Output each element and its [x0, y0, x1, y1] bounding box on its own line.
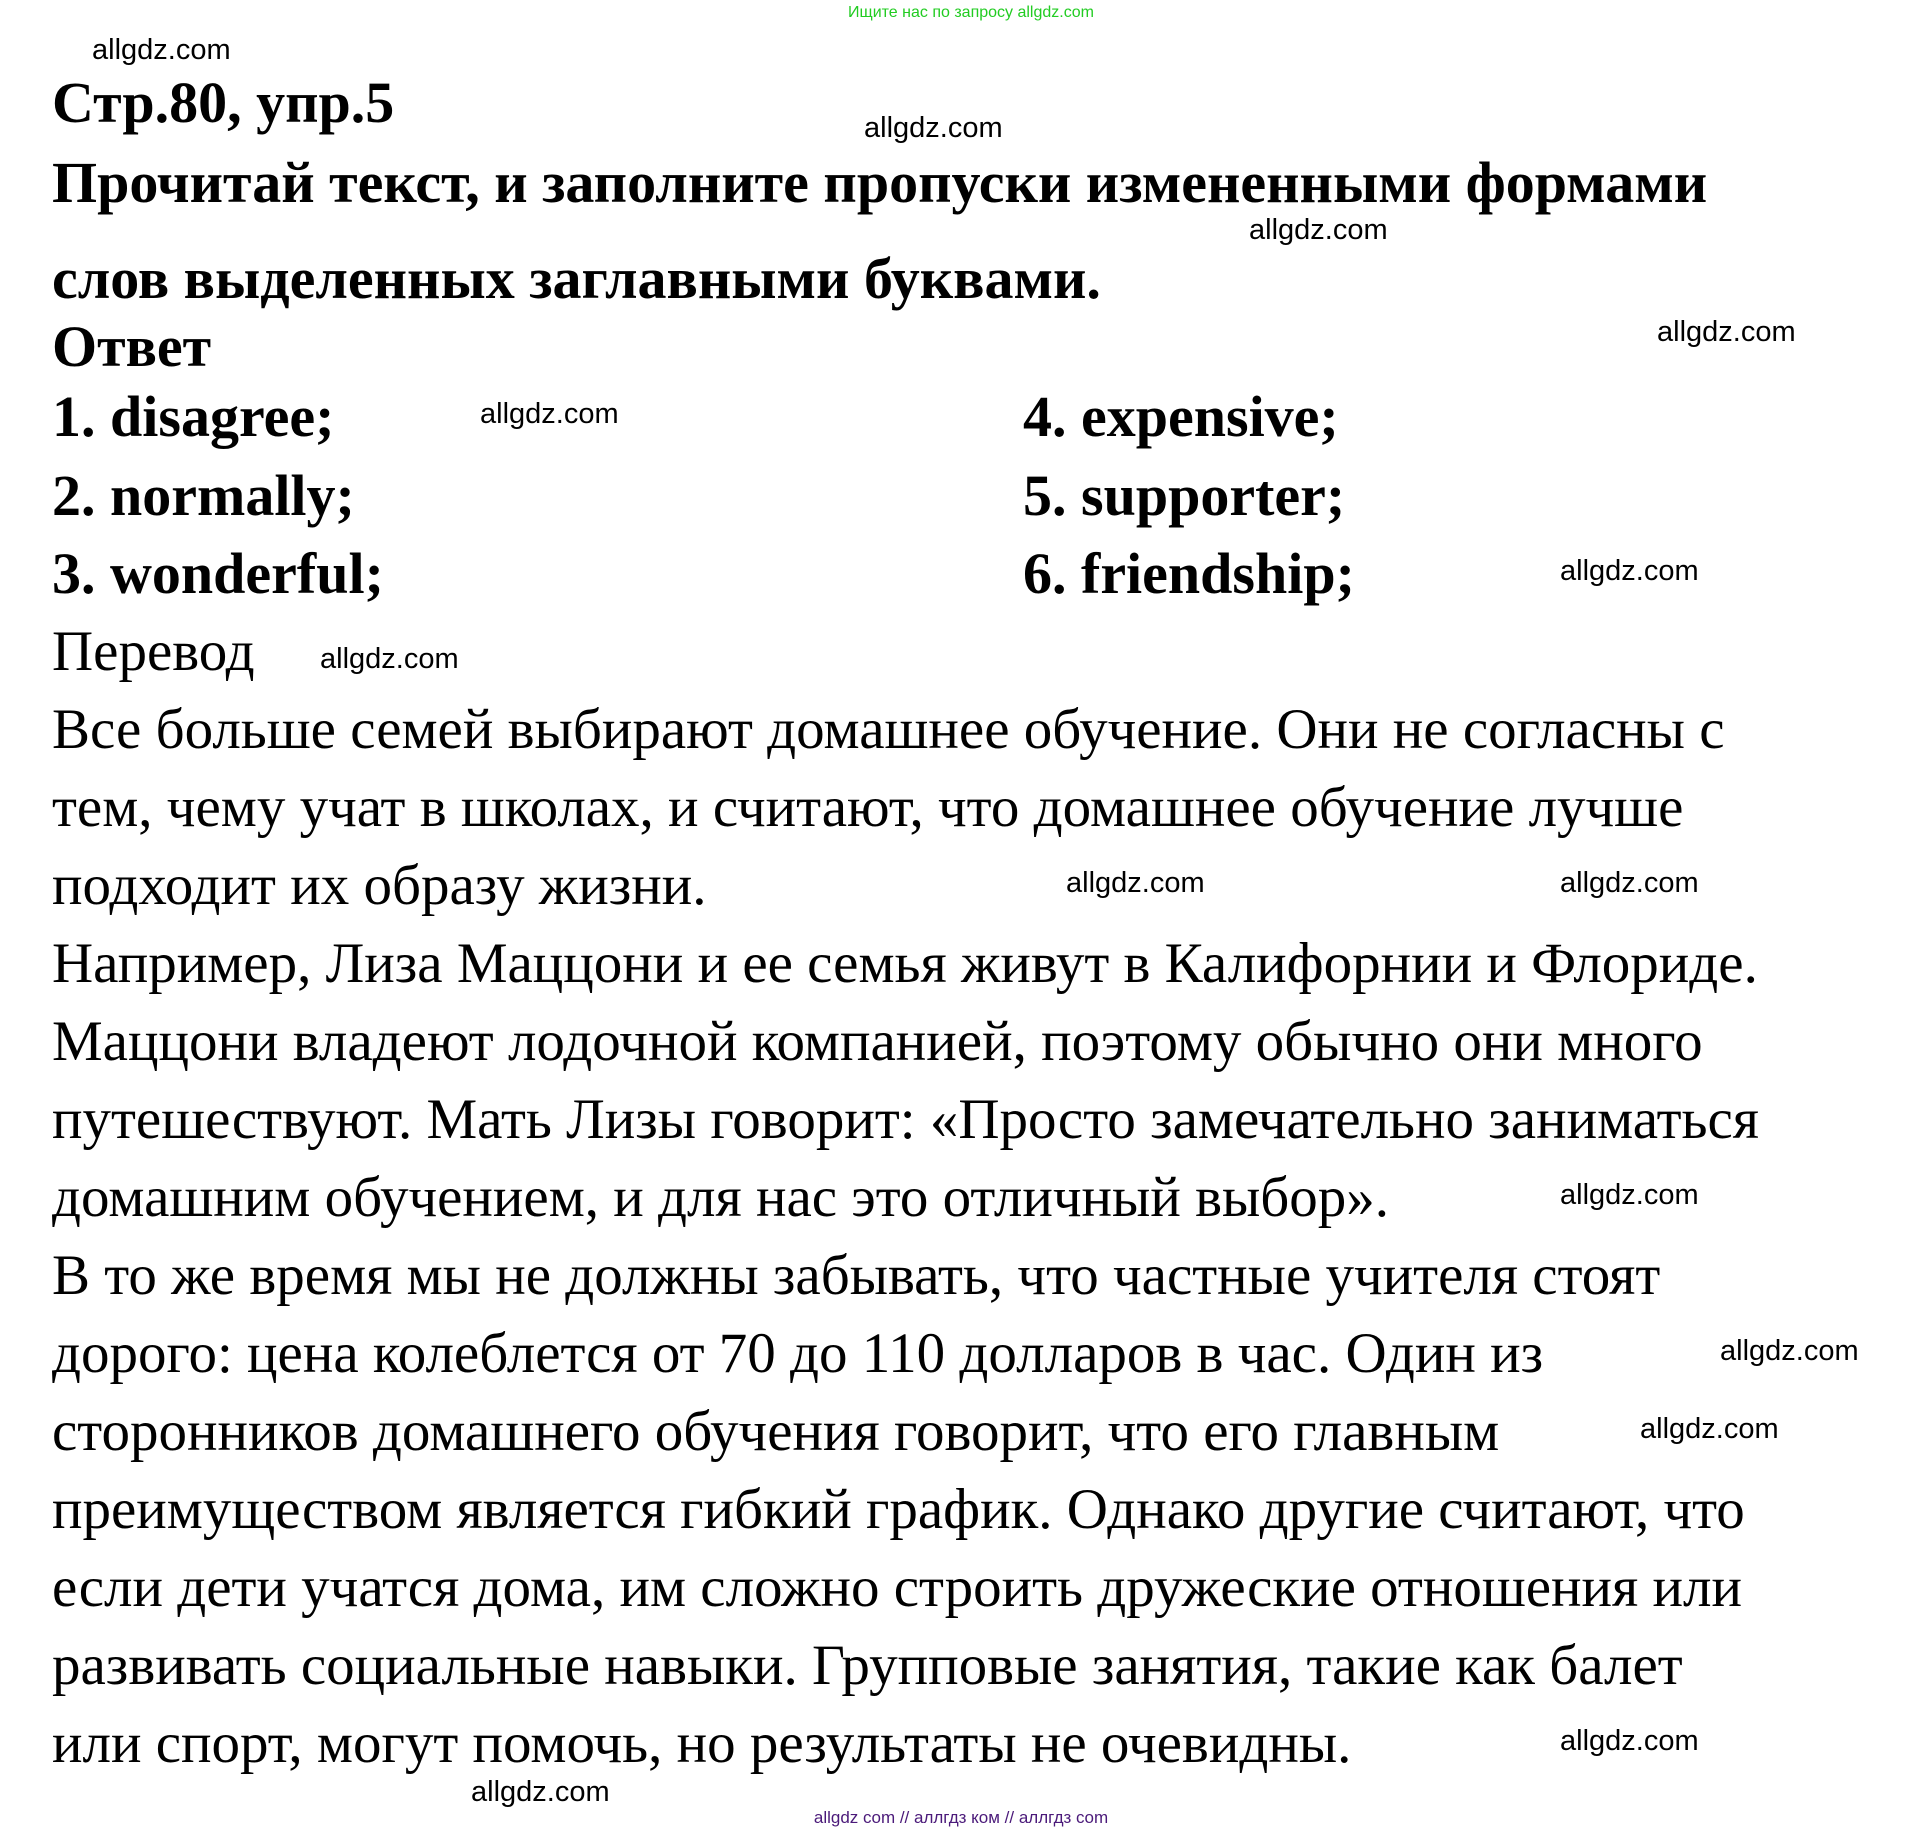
translation-line: преимуществом является гибкий график. Однако другие считают, что	[52, 1478, 1745, 1541]
watermark: allgdz.com	[1560, 555, 1699, 587]
watermark: allgdz.com	[864, 112, 1003, 144]
watermark: allgdz.com	[1640, 1413, 1779, 1445]
task-line-1: Прочитай текст, и заполните пропуски измененными формами	[52, 150, 1708, 215]
translation-line: Маццони владеют лодочной компанией, поэтому обычно они много	[52, 1010, 1703, 1073]
translation-line: Все больше семей выбирают домашнее обучение. Они не согласны с	[52, 698, 1725, 761]
task-line-2: слов выделенных заглавными буквами.	[52, 246, 1101, 311]
watermark: allgdz.com	[480, 398, 619, 430]
translation-line: путешествуют. Мать Лизы говорит: «Просто замечательно заниматься	[52, 1088, 1760, 1151]
answer-item: 3. wonderful;	[52, 541, 384, 606]
answer-item: 5. supporter;	[1023, 463, 1346, 528]
watermark: allgdz.com	[471, 1776, 610, 1808]
search-hint: Ищите нас по запросу allgdz.com	[848, 4, 1094, 21]
answer-item: 6. friendship;	[1023, 541, 1355, 606]
translation-line: сторонников домашнего обучения говорит, что его главным	[52, 1400, 1500, 1463]
translation-line: Например, Лиза Маццони и ее семья живут в Калифорнии и Флориде.	[52, 932, 1758, 995]
watermark: allgdz.com	[1560, 1179, 1699, 1211]
watermark: allgdz.com	[1657, 316, 1796, 348]
answer-heading: Ответ	[52, 314, 212, 379]
translation-line: дорого: цена колеблется от 70 до 110 долларов в час. Один из	[52, 1322, 1544, 1385]
translation-line: если дети учатся дома, им сложно строить дружеские отношения или	[52, 1556, 1742, 1619]
answer-item: 4. expensive;	[1023, 384, 1339, 449]
translation-line: домашним обучением, и для нас это отличный выбор».	[52, 1166, 1390, 1229]
answer-item: 1. disagree;	[52, 384, 335, 449]
watermark: allgdz.com	[1066, 867, 1205, 899]
translation-line: тем, чему учат в школах, и считают, что домашнее обучение лучше	[52, 776, 1684, 839]
translation-line: подходит их образу жизни.	[52, 854, 707, 917]
watermark: allgdz.com	[1249, 214, 1388, 246]
answer-item: 2. normally;	[52, 463, 355, 528]
watermark: allgdz.com	[1560, 867, 1699, 899]
watermark: allgdz.com	[1720, 1335, 1859, 1367]
watermark: allgdz.com	[1560, 1725, 1699, 1757]
translation-heading: Перевод	[52, 620, 255, 683]
page-title: Стр.80, упр.5	[52, 70, 395, 135]
translation-line: развивать социальные навыки. Групповые занятия, такие как балет	[52, 1634, 1683, 1697]
watermark: allgdz.com	[92, 34, 231, 66]
watermark: allgdz.com	[320, 643, 459, 675]
translation-line: или спорт, могут помочь, но результаты не очевидны.	[52, 1712, 1352, 1775]
footer: allgdz com // аллгдз ком // аллгдз com	[813, 1808, 1109, 1827]
translation-line: В то же время мы не должны забывать, что частные учителя стоят	[52, 1244, 1661, 1307]
